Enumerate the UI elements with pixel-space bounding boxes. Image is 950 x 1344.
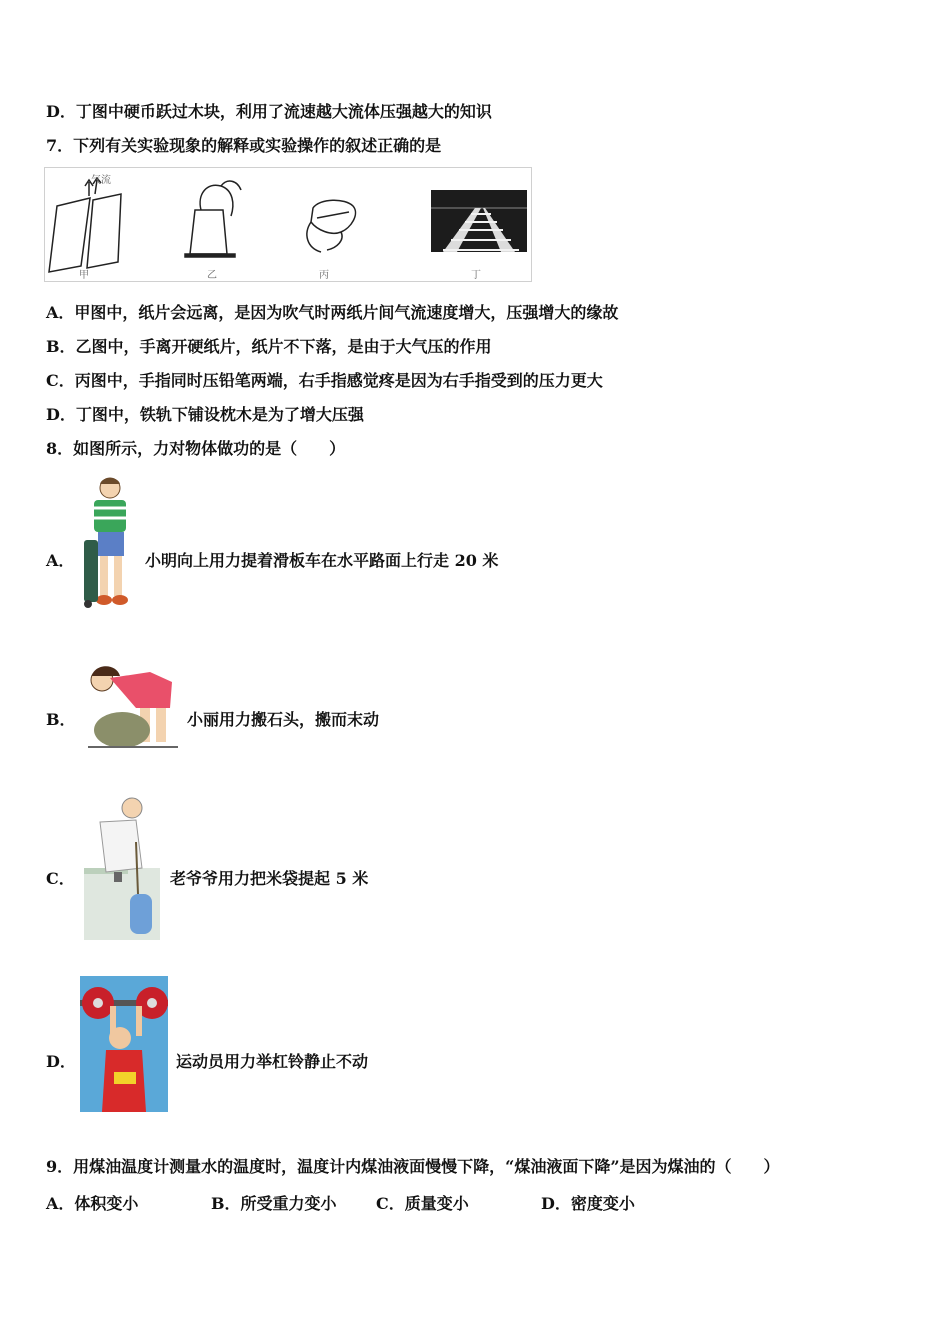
q7-option-b: B．乙图中，手离开硬纸片，纸片不下落，是由于大气压的作用 xyxy=(46,337,492,356)
pencil-hand-icon xyxy=(307,200,356,252)
q7-option-c: C．丙图中，手指同时压铅笔两端，右手指感觉疼是因为右手指受到的压力更大 xyxy=(46,371,603,390)
airflow-label: 气流 xyxy=(91,175,111,186)
grandpa-rice-bag-icon xyxy=(80,794,164,942)
q8-b-letter: B． xyxy=(46,710,76,729)
q8-d-caption: 运动员用力举杠铃静止不动 xyxy=(176,1052,369,1071)
railway-track-icon xyxy=(431,190,527,252)
label-ding: 丁 xyxy=(471,270,481,281)
boy-scooter-icon xyxy=(78,474,140,614)
label-bing: 丙 xyxy=(319,270,329,281)
q9-option-a: A．体积变小 xyxy=(46,1194,139,1213)
q8-a-letter: A． xyxy=(46,551,75,570)
q9-option-b: B．所受重力变小 xyxy=(211,1194,337,1213)
q9-stem: 9．用煤油温度计测量水的温度时，温度计内煤油液面慢慢下降，“煤油液面下降”是因为煤油的（ ） xyxy=(46,1157,780,1176)
paper-sheets-icon xyxy=(49,178,121,272)
q7-option-a: A．甲图中，纸片会远离，是因为吹气时两纸片间气流速度增大，压强增大的缘故 xyxy=(46,303,619,322)
weightlifter-icon xyxy=(80,976,168,1112)
label-jia: 甲 xyxy=(79,270,89,281)
label-yi: 乙 xyxy=(207,270,217,281)
q6-option-d: D．丁图中硬币跃过木块，利用了流速越大流体压强越大的知识 xyxy=(46,102,492,121)
q8-c-caption: 老爷爷用力把米袋提起 5 米 xyxy=(170,869,369,888)
q8-c-letter: C． xyxy=(46,869,75,888)
q7-figure xyxy=(44,167,532,282)
q7-option-d: D．丁图中，铁轨下铺设枕木是为了增大压强 xyxy=(46,405,364,424)
q8-a-caption: 小明向上用力提着滑板车在水平路面上行走 20 米 xyxy=(145,551,499,570)
q7-stem: 7．下列有关实验现象的解释或实验操作的叙述正确的是 xyxy=(46,136,442,155)
q7-figure-drawing xyxy=(45,168,531,281)
cup-card-icon xyxy=(185,181,241,257)
q8-b-caption: 小丽用力搬石头，搬而末动 xyxy=(187,710,380,729)
girl-lifting-stone-icon xyxy=(80,656,184,752)
q8-d-letter: D． xyxy=(46,1052,76,1071)
q9-option-c: C．质量变小 xyxy=(376,1194,469,1213)
q9-option-d: D．密度变小 xyxy=(541,1194,635,1213)
q8-stem: 8．如图所示，力对物体做功的是（ ） xyxy=(46,439,346,458)
